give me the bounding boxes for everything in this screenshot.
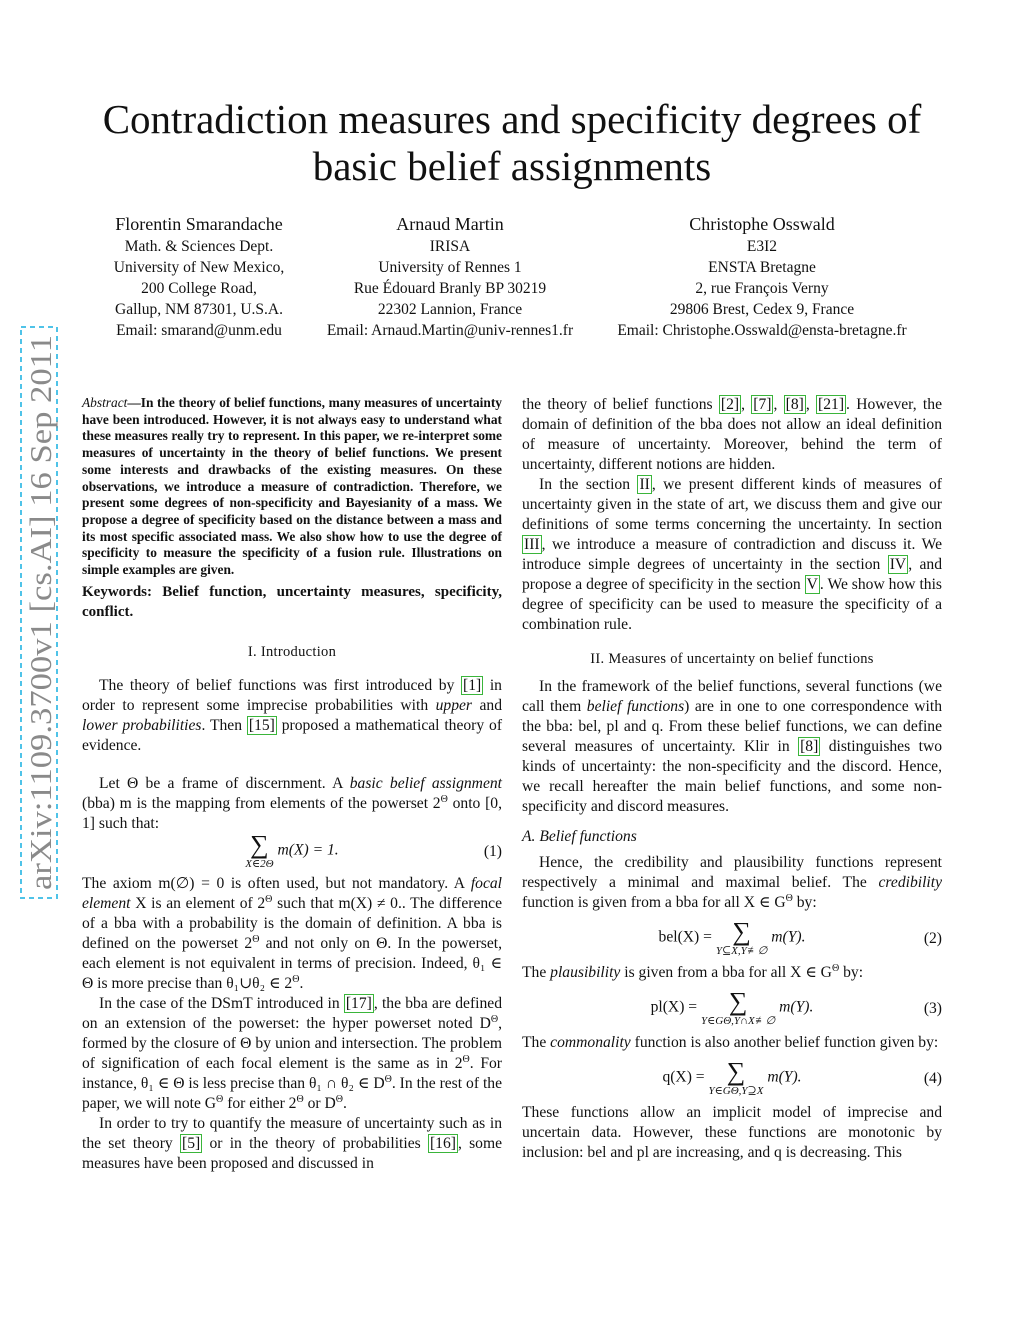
- citation-link[interactable]: [5]: [182, 1134, 201, 1152]
- paragraph: The theory of belief functions was first introduced by [1] in order to represent some imprecise probabilities with upper and lower probabilities. Then [15] proposed a mathematical theory of evidence.: [82, 676, 503, 754]
- equation-number: (1): [483, 842, 502, 860]
- paragraph: the theory of belief functions [2] , [7] , [8] , [21] . However, the domain of definition of the bba does not allow an ideal definition of measure of uncertainty. Moreover, behind the term of uncertainty, different notions are hidden.: [522, 396, 942, 473]
- citation-link[interactable]: [2]: [720, 396, 740, 413]
- paragraph: Hence, the credibility and plausibility functions represent respectively a minimal and maximal belief. The credibility function is given from a bba for all X ∈ $G^\Theta$ by:: [522, 854, 942, 911]
- author-email[interactable]: Email: Arnaud.Martin@univ-rennes1.fr: [326, 322, 574, 339]
- citation-link[interactable]: [15]: [248, 716, 275, 734]
- equation-lhs: q(X) =: [662, 1068, 705, 1086]
- paragraph: In the section II , we present different kinds of measures of uncertainty given in the state of art, we discuss them and give our definitions of some terms concerning the uncertainty. In section III , we introduce a measure of contradiction and discuss it. We introduce simple degrees of uncertainty in the section IV , and propose a degree of specificity in the section V . We show how this degree of specificity can be used to measure the specificity of a combination rule.: [522, 476, 943, 633]
- subsection-heading: A. Belief functions: [522, 828, 637, 845]
- equation-rhs: m(X) = 1.: [277, 841, 339, 859]
- author-name: Arnaud Martin: [396, 214, 504, 234]
- author-affiliation: Math. & Sciences Dept.: [124, 238, 274, 255]
- sum-limit: X∈2Θ: [245, 857, 274, 870]
- citation-link[interactable]: [8]: [785, 396, 804, 413]
- section-link[interactable]: III: [524, 536, 540, 553]
- section-link[interactable]: II: [639, 476, 650, 493]
- author-block-2: [300, 212, 600, 341]
- paragraph: In the case of the DSmT introduced in [17] , the bba are defined on an extension of the powerset: the hyper powerset noted $D^\Theta$, formed by the closure of Θ by union and intersection. The problem of signification of each focal element is the same as in $2^\Theta$. For instance, θ₁ ∈ Θ is less precise than θ₁ ∩ θ₂ ∈ $D^\Theta$. In the rest of the paper, we will note $G^\Theta$ for either $2^\Theta$ or $D^\Theta$.: [82, 994, 503, 1112]
- sum-symbol: ∑ Y∈GΘ,Y∩X≢∅: [701, 987, 776, 1027]
- author-address: 29806 Brest, Cedex 9, France: [669, 301, 855, 318]
- section-heading-measures: II. Measures of uncertainty on belief functions: [590, 651, 874, 667]
- paragraph: These functions allow an implicit model of imprecise and uncertain data. However, these functions are monotonic by inclusion: bel and pl are increasing, and q is decreasing. This: [522, 1104, 942, 1161]
- abstract: [82, 395, 502, 579]
- citation-link[interactable]: [1]: [463, 676, 482, 694]
- equation-3: [522, 989, 942, 1027]
- author-address: 2, rue François Verny: [695, 280, 829, 297]
- author-address: Rue Édouard Branly BP 30219: [353, 280, 547, 297]
- sum-symbol: ∑ Y∈GΘ,Y⊇X: [708, 1057, 764, 1097]
- equation-rhs: m(Y).: [771, 928, 806, 946]
- equation-number: (4): [923, 1070, 942, 1087]
- author-affiliation: University of New Mexico,: [113, 259, 285, 276]
- sum-symbol: ∑ X∈2Θ: [245, 829, 274, 870]
- sum-limit: Y∈GΘ,Y∩X≢∅: [701, 1015, 776, 1027]
- author-email[interactable]: Email: smarand@unm.edu: [116, 322, 282, 339]
- author-affiliation: ENSTA Bretagne: [708, 259, 816, 276]
- author-address: Gallup, NM 87301, U.S.A.: [115, 301, 283, 318]
- section-link[interactable]: V: [806, 576, 818, 593]
- left-column: [82, 395, 502, 1174]
- paragraph: In order to try to quantify the measure of uncertainty such as in the set theory [5] or in the theory of probabilities [16] , some measures have been proposed and discussed in: [82, 1114, 503, 1172]
- equation-number: (3): [923, 1000, 942, 1017]
- citation-link[interactable]: [7]: [753, 396, 772, 413]
- sum-limit: Y∈GΘ,Y⊇X: [708, 1085, 764, 1097]
- sum-limit: Y⊆X,Y≢∅: [715, 945, 768, 957]
- equation-rhs: m(Y).: [779, 998, 814, 1016]
- equation-2: [522, 919, 942, 957]
- equation-number: (2): [923, 930, 942, 947]
- right-column: [522, 395, 942, 1163]
- equation-4: [522, 1059, 942, 1097]
- paragraph: The plausibility is given from a bba for all X ∈ $G^\Theta$ by:: [522, 962, 864, 981]
- author-email[interactable]: Email: Christophe.Osswald@ensta-bretagne.fr: [617, 322, 907, 339]
- arxiv-stamp[interactable]: [9, 325, 69, 900]
- paragraph: The axiom m(∅) = 0 is often used, but not mandatory. A focal element X is an element of $2^\Theta$ such that m(X) ≠ 0.. The difference of a bba with a probability is the domain of definition. A bba is defined on the powerset $2^\Theta$ and not only on Θ. In the powerset, each element is not equivalent in terms of precision. Indeed, θ₁ ∈ Θ is more precise than θ₁∪θ₂ ∈ $2^\Theta$.: [82, 874, 503, 992]
- citation-link[interactable]: [8]: [800, 738, 819, 755]
- citation-link[interactable]: [21]: [818, 396, 845, 413]
- author-name: Christophe Osswald: [689, 214, 835, 234]
- paper-title: Contradiction measures and specificity degrees of basic belief assignments: [102, 96, 922, 189]
- sum-symbol: ∑ Y⊆X,Y≢∅: [715, 917, 768, 957]
- paragraph: The commonality function is also another belief function given by:: [522, 1034, 939, 1051]
- author-address: 200 College Road,: [141, 280, 257, 297]
- equation-rhs: m(Y).: [767, 1068, 802, 1086]
- abstract-text: —In the theory of belief functions, many measures of uncertainty have been introduced. However, it is not always easy to understand what these measures really try to represent. In this paper, we re-interpret some measures of uncertainty in the theory of belief functions. We present some interests and drawbacks of the existing measures. On these observations, we introduce a measure of contradiction. Therefore, we present some degrees of non-specificity and Bayesianity of a mass. We propose a degree of specificity based on the distance between a mass and its most specific associated mass. We also show how to use the degree of specificity to measure the specificity of a fusion rule. Illustrations on simple examples are given.: [82, 395, 502, 578]
- author-block-3: [612, 212, 912, 341]
- author-affiliation: IRISA: [429, 238, 471, 255]
- keywords: Keywords: Belief function, uncertainty measures, specificity, conflict.: [82, 583, 502, 620]
- author-name: Florentin Smarandache: [115, 214, 283, 234]
- abstract-label: Abstract: [82, 395, 128, 410]
- section-link[interactable]: IV: [889, 556, 907, 573]
- paragraph: Let Θ be a frame of discernment. A basic belief assignment (bba) m is the mapping from elements of the powerset $2^\Theta$ onto [0, 1] such that:: [82, 774, 503, 832]
- author-address: 22302 Lannion, France: [377, 301, 523, 318]
- equation-1: [82, 829, 502, 870]
- citation-link[interactable]: [17]: [345, 994, 372, 1012]
- author-affiliation: University of Rennes 1: [378, 259, 522, 276]
- arxiv-id: arXiv:1109.3700v1 [cs.AI] 16 Sep 2011: [23, 392, 58, 890]
- paragraph: In the framework of the belief functions, several functions (we call them belief functions) are in one to one correspondence with the bba: bel, pl and q. From these belief functions, we can define several measures of uncertainty. Klir in [8] distinguishes two kinds of uncertainty: the non-specificity and the discord. Hence, we recall hereafter the main belief functions, and some non-specificity and discord measures.: [522, 678, 943, 815]
- equation-lhs: bel(X) =: [658, 928, 712, 946]
- section-heading-introduction: I. Introduction: [247, 643, 337, 660]
- equation-lhs: pl(X) =: [650, 998, 698, 1016]
- author-affiliation: E3I2: [746, 238, 778, 255]
- citation-link[interactable]: [16]: [429, 1134, 456, 1152]
